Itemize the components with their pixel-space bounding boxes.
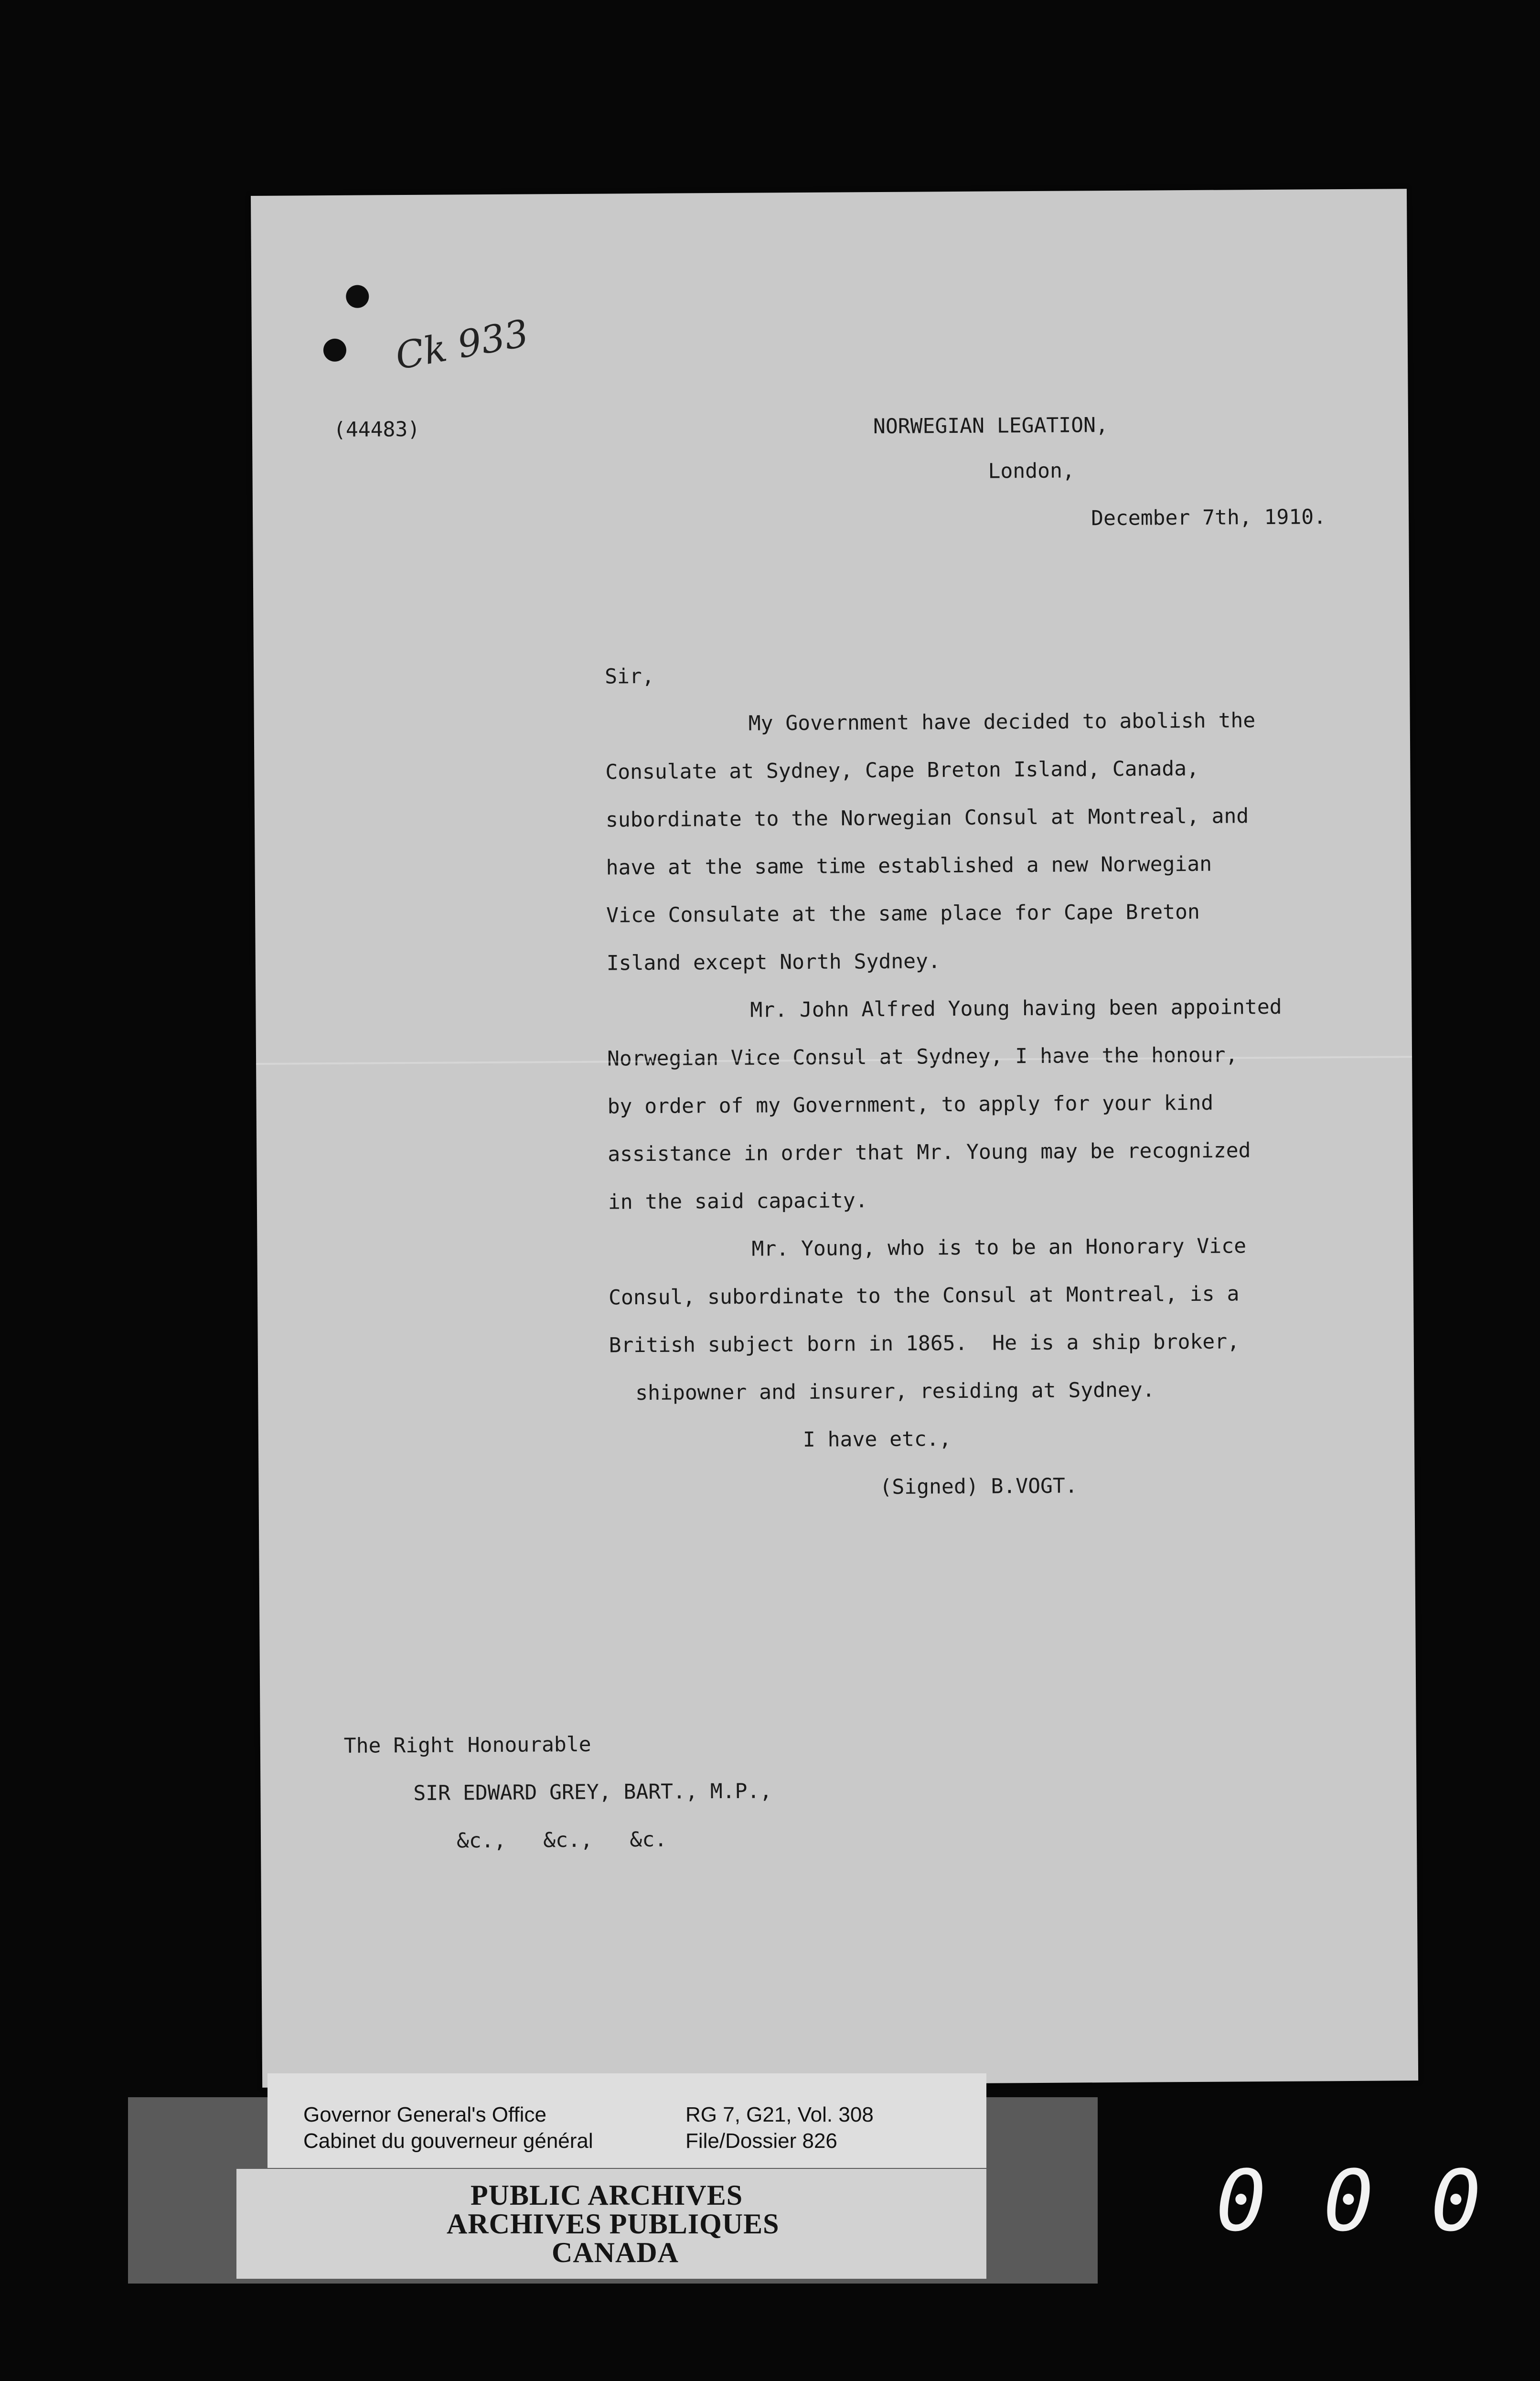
body-line: Mr. Young, who is to be an Honorary Vice xyxy=(751,1234,1247,1261)
handwritten-note: Ck 933 xyxy=(392,311,532,378)
body-line: Norwegian Vice Consul at Sydney, I have the honour, xyxy=(607,1043,1238,1071)
reference-number: (44483) xyxy=(333,417,420,442)
body-line: Island except North Sydney. xyxy=(606,949,941,976)
body-line: subordinate to the Norwegian Consul at Montreal, and xyxy=(605,804,1249,832)
addressee-line: The Right Honourable xyxy=(343,1732,591,1758)
reference-volume: RG 7, G21, Vol. 308 xyxy=(685,2103,874,2126)
addressee-line: &c., &c., &c. xyxy=(456,1827,667,1853)
stamp-line-country: CANADA xyxy=(552,2237,679,2268)
letter-page xyxy=(251,189,1418,2088)
frame-digit: 0 xyxy=(1323,2152,1374,2250)
body-line: Mr. John Alfred Young having been appointed xyxy=(750,995,1282,1022)
stamp-line-english: PUBLIC ARCHIVES xyxy=(471,2179,743,2211)
punch-hole-top xyxy=(346,285,369,308)
frame-digit: 0 xyxy=(1431,2152,1481,2250)
legation-heading: NORWEGIAN LEGATION, xyxy=(873,413,1109,439)
body-line: My Government have decided to abolish the xyxy=(748,708,1256,736)
body-line: British subject born in 1865. He is a ship broker, xyxy=(609,1330,1240,1358)
body-line: Consul, subordinate to the Consul at Montreal, is a xyxy=(608,1282,1240,1310)
body-line: Vice Consulate at the same place for Cape Breton xyxy=(606,900,1200,928)
archive-reference-label xyxy=(267,2073,986,2168)
stamp-line-french: ARCHIVES PUBLIQUES xyxy=(447,2208,780,2240)
body-line: shipowner and insurer, residing at Sydney. xyxy=(635,1378,1155,1405)
body-line: by order of my Government, to apply for your kind xyxy=(607,1091,1214,1119)
punch-hole-bottom xyxy=(323,339,346,362)
body-line: have at the same time established a new Norwegian xyxy=(606,852,1212,880)
salutation: Sir, xyxy=(605,664,654,689)
public-archives-stamp xyxy=(236,2169,986,2279)
body-line: in the said capacity. xyxy=(608,1189,868,1214)
body-line: Consulate at Sydney, Cape Breton Island, Canada, xyxy=(605,756,1199,784)
reference-file: File/Dossier 826 xyxy=(685,2129,837,2153)
office-english: Governor General's Office xyxy=(303,2103,546,2126)
letter-city: London, xyxy=(988,459,1075,483)
office-french: Cabinet du gouverneur général xyxy=(303,2129,593,2153)
closing: I have etc., xyxy=(802,1427,952,1452)
addressee-line: SIR EDWARD GREY, BART., M.P., xyxy=(413,1779,772,1805)
signature: (Signed) B.VOGT. xyxy=(879,1474,1078,1500)
letter-date: December 7th, 1910. xyxy=(1091,505,1326,531)
frame-digit: 0 xyxy=(1216,2152,1266,2250)
body-line: assistance in order that Mr. Young may be recognized xyxy=(608,1138,1251,1167)
